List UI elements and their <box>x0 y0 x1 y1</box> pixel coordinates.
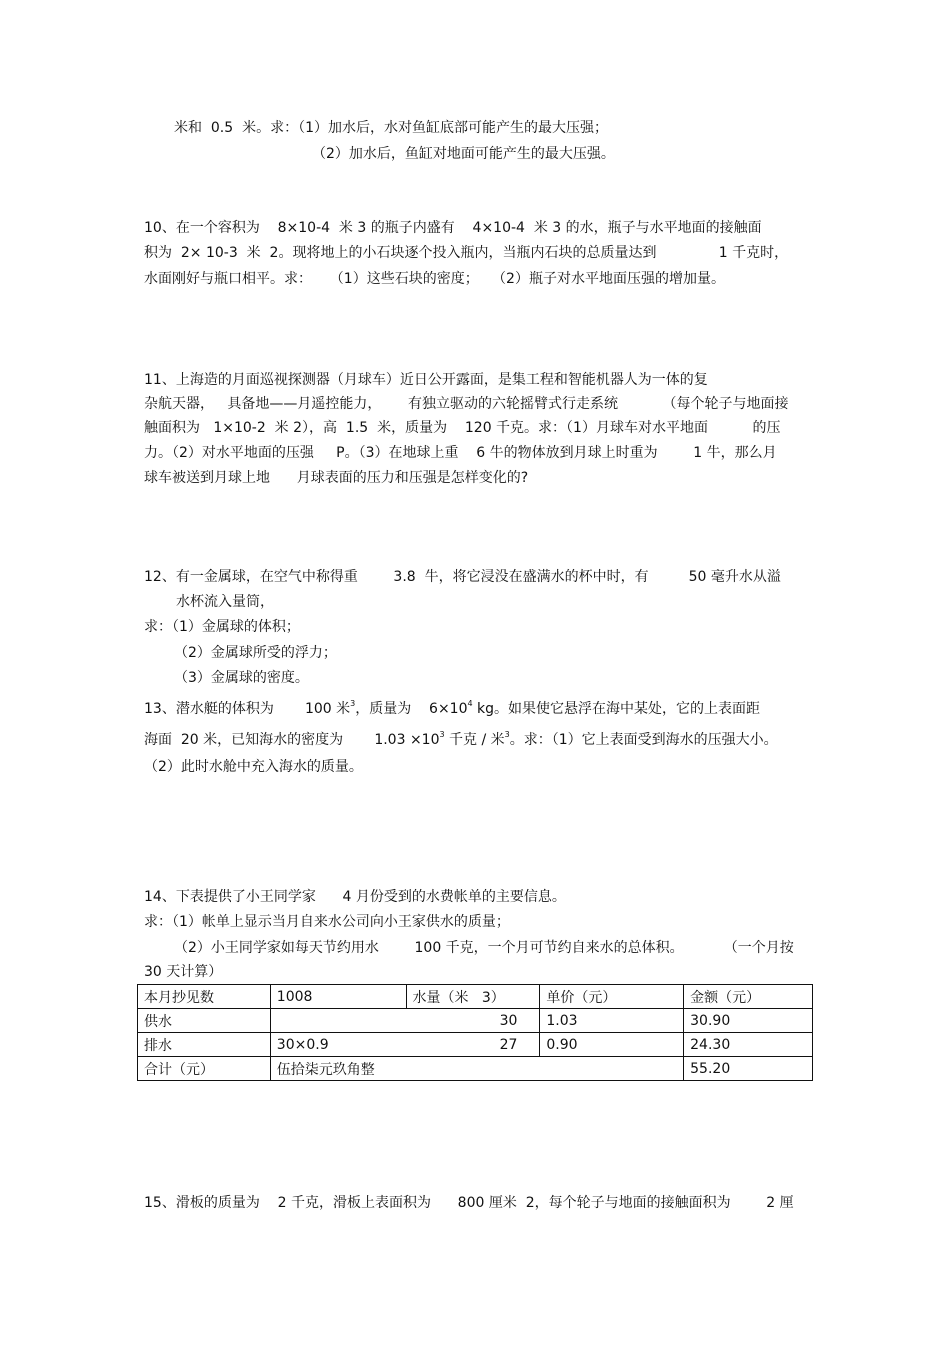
table-row <box>138 1009 813 1033</box>
table-cell: 合计（元） <box>138 1057 271 1081</box>
q11-line-1: 11、上海造的月面巡视探测器（月球车）近日公开露面，是集工程和智能机器人为一体的复 <box>144 372 708 388</box>
q11-line-2: 杂航天器， 具备地——月遥控能力， 有独立驱动的六轮摇臂式行走系统 （每个轮子与地面接 <box>144 396 789 412</box>
table-cell: 30×0.9 <box>270 1033 406 1057</box>
q13-line-1-b: ，质量为 6×10 <box>355 701 468 717</box>
q10-line-2: 积为 2× 10-3 米 2。现将地上的小石块逐个投入瓶内，当瓶内石块的总质量达到 1 千克时， <box>144 245 789 261</box>
q13-line-1-c: kg。如果使它悬浮在海中某处，它的上表面距 <box>472 701 761 717</box>
q13-line-1-a: 13、潜水艇的体积为 100 米 <box>144 701 351 717</box>
table-cell: 单价（元） <box>540 985 684 1009</box>
q12-line-4: （2）金属球所受的浮力； <box>174 645 337 661</box>
table-cell: 排水 <box>138 1033 271 1057</box>
q13-sup-1: 3 <box>350 699 356 708</box>
q10-line-3: 水面刚好与瓶口相平。求： （1）这些石块的密度； （2）瓶子对水平地面压强的增加量。 <box>144 271 725 287</box>
q12-line-5: （3）金属球的密度。 <box>174 670 309 686</box>
table-cell: 伍拾柒元玖角整 <box>270 1057 683 1081</box>
q13-sup-3: 3 <box>439 730 445 739</box>
table-cell: 金额（元） <box>684 985 813 1009</box>
q11-line-3: 触面积为 1×10-2 米 2），高 1.5 米，质量为 120 千克。求：（1）月球车对水平地面 的压 <box>144 420 781 436</box>
table-cell: 供水 <box>138 1009 271 1033</box>
q13-line-1 <box>144 694 760 719</box>
q12-line-3: 求：（1）金属球的体积； <box>144 619 300 635</box>
q14-line-4: 30 天计算） <box>144 964 223 980</box>
q10-line-1: 10、在一个容积为 8×10-4 米 3 的瓶子内盛有 4×10-4 米 3 的水，瓶子与水平地面的接触面 <box>144 220 762 236</box>
table-cell: 1008 <box>270 985 406 1009</box>
q13-line-2-a: 海面 20 米，已知海水的密度为 1.03 ×10 <box>144 732 440 748</box>
q14-line-1: 14、下表提供了小王同学家 4 月份受到的水费帐单的主要信息。 <box>144 889 566 905</box>
table-cell: 水量（米 3） <box>406 985 540 1009</box>
q13-line-2-b: 千克 / 米 <box>444 732 505 748</box>
q13-line-2-c: 。求：（1）它上表面受到海水的压强大小。 <box>509 732 778 748</box>
q9-line-1: 米和 0.5 米。求：（1）加水后，水对鱼缸底部可能产生的最大压强； <box>174 120 608 136</box>
q15-line-1: 15、滑板的质量为 2 千克，滑板上表面积为 800 厘米 2，每个轮子与地面的接触面积为 2 厘 <box>144 1195 794 1211</box>
table-row <box>138 1033 813 1057</box>
table-cell: 55.20 <box>684 1057 813 1081</box>
q13-sup-2: 4 <box>467 699 473 708</box>
q14-line-2: 求：（1）帐单上显示当月自来水公司向小王家供水的质量； <box>144 914 510 930</box>
table-row <box>138 1057 813 1081</box>
table-cell: 0.90 <box>540 1033 684 1057</box>
table-row <box>138 985 813 1009</box>
table-cell: 27 <box>406 1033 540 1057</box>
table-cell: 30.90 <box>684 1009 813 1033</box>
q9-line-2: （2）加水后，鱼缸对地面可能产生的最大压强。 <box>312 146 615 162</box>
table-cell: 本月抄见数 <box>138 985 271 1009</box>
water-bill-table <box>137 984 813 1081</box>
q14-line-3: （2）小王同学家如每天节约用水 100 千克，一个月可节约自来水的总体积。 （一个月按 <box>174 940 794 956</box>
q12-line-2: 水杯流入量筒， <box>176 594 274 610</box>
q13-line-3: （2）此时水舱中充入海水的质量。 <box>144 759 363 775</box>
table-cell: 30 <box>270 1009 540 1033</box>
table-cell: 24.30 <box>684 1033 813 1057</box>
q11-line-4: 力。（2）对水平地面的压强 P。（3）在地球上重 6 牛的物体放到月球上时重为 1 牛，那么月 <box>144 445 777 461</box>
table-cell: 1.03 <box>540 1009 684 1033</box>
q11-line-5: 球车被送到月球上地 月球表面的压力和压强是怎样变化的? <box>144 470 529 486</box>
q13-sup-4: 3 <box>504 730 510 739</box>
q12-line-1: 12、有一金属球，在空气中称得重 3.8 牛，将它浸没在盛满水的杯中时，有 50 毫升水从溢 <box>144 569 781 585</box>
q13-line-2 <box>144 725 778 750</box>
